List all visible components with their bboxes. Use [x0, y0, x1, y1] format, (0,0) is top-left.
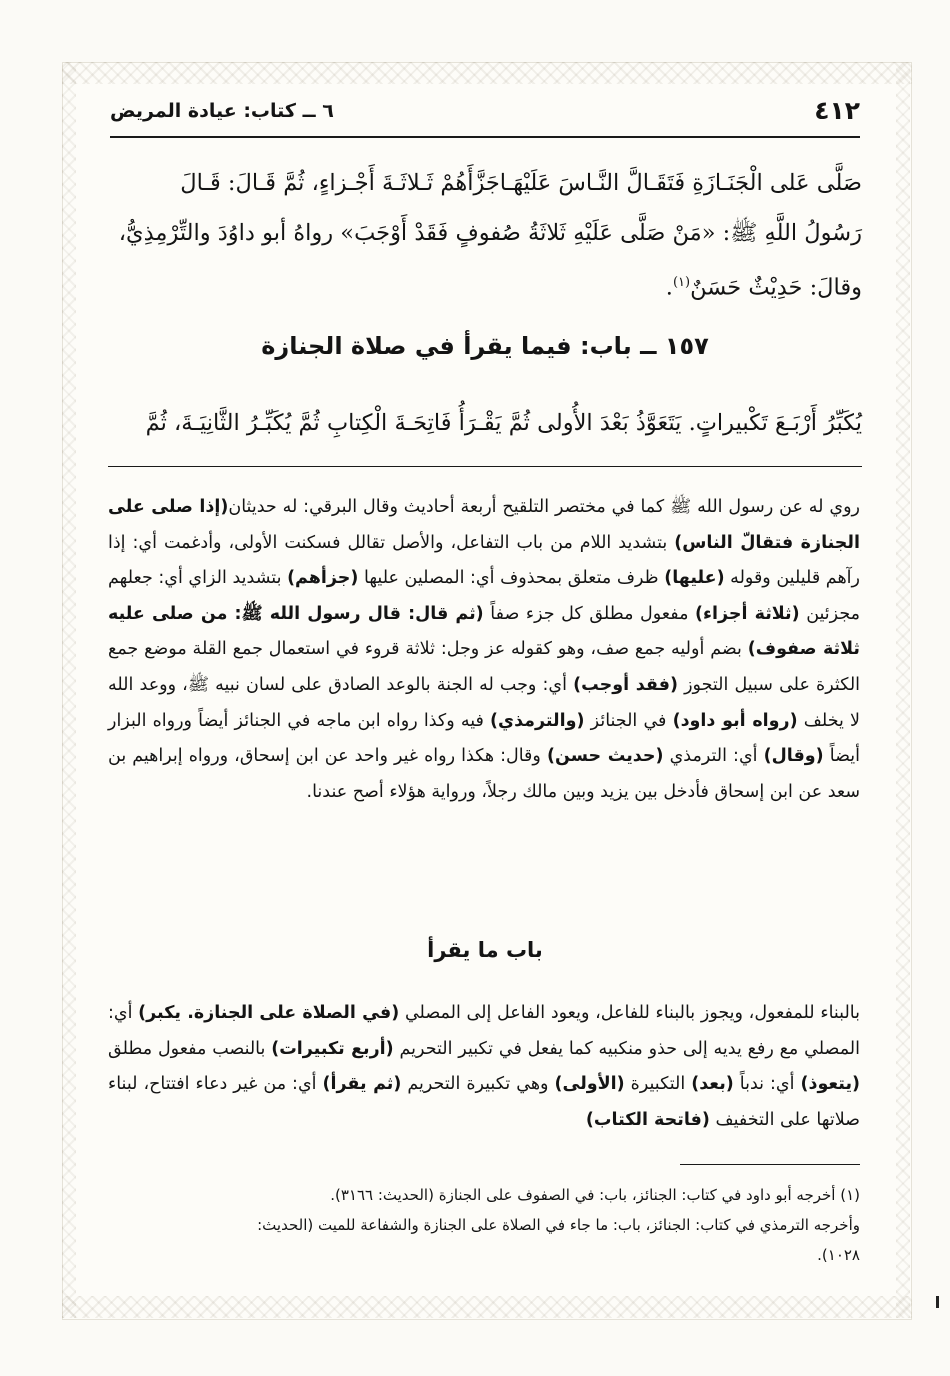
- commentary-separator: [108, 466, 862, 467]
- commentary-text: وهي تكبيرة التحريم: [401, 1074, 555, 1095]
- commentary-text: التكبيرة: [624, 1074, 692, 1095]
- left-ornament-border: [62, 62, 76, 1318]
- footnote-line: (١) أخرجه أبو داود في كتاب: الجنائز، باب: في الصفوف على الجنازة (الحديث: ٣١٦٦).: [330, 1186, 860, 1204]
- right-ornament-border: [896, 62, 910, 1318]
- quoted-matn: (يتعوذ): [800, 1074, 861, 1095]
- quoted-matn: (إذا صلى على الجنازة فتقالّ الناس): [108, 497, 860, 553]
- chapter-label: ــ باب:: [579, 332, 657, 360]
- commentary-block-1: [108, 490, 860, 810]
- commentary-text: بتشديد اللام من باب التفاعل، والأصل تقالل فسكنت الأولى، وأدغمت أي: إذا رآهم قليلين وقوله: [108, 532, 860, 589]
- matn-line-end: .: [665, 274, 673, 301]
- matn-line: صَلَّى عَلى الْجَنَـازَةِ فَتَقَـالَّ النَّـاسَ عَلَيْهَـاجَزَّأَهُمْ ثَـلاثَـةَ أَجْـزاءٍ، ثُمَّ قَـالَ: قَـالَ: [180, 170, 862, 196]
- quoted-matn: (عليها): [664, 568, 725, 589]
- matn-line-text: وقالَ: حَدِيْثٌ حَسَنٌ: [690, 274, 862, 301]
- top-ornament-border: [62, 62, 912, 84]
- scan-mark: [936, 1296, 939, 1308]
- commentary-text: روي له عن رسول الله ﷺ كما في مختصر التلقيح أربعة أحاديث وقال البرقي: له حديثان: [228, 497, 860, 517]
- quoted-matn: (حديث حسن): [546, 746, 664, 767]
- quoted-matn: (فاتحة الكتاب): [585, 1109, 710, 1130]
- page-number: ٤١٢: [814, 96, 860, 125]
- matn-line: يُكَبِّرُ أَرْبَـعَ تَكْبيراتٍ. يَتَعَوَّذُ بَعْدَ الأُولى ثُمَّ يَقْـرَأُ فَاتِحَـةَ الْكِتابِ ثُمَّ يُكَبِّـرُ الثَّانِيَـةَ، ثُمَّ: [145, 410, 862, 436]
- commentary-block-2: [108, 996, 860, 1138]
- commentary-text: مفعول مطلق كل جزء صفاً: [483, 603, 696, 624]
- commentary-text: أي: من غير دعاء افتتاح، لبناء صلاتها على التخفيف: [108, 1074, 860, 1130]
- commentary-text: بتشديد الزاي أي: جعلهم مجزئين: [108, 568, 861, 624]
- commentary-text: أي: وجب له الجنة بالوعد الصادق على لسان نبيه ﷺ، ووعد الله لا يخلف: [108, 674, 861, 731]
- bottom-ornament-border: [62, 1296, 912, 1318]
- quoted-matn: (رواه أبو داود): [672, 710, 798, 731]
- commentary-text: بضم أوليه جمع صف، وهو كقوله عز وجل: ثلاثة قروء في استعمال جمع القلة موضع جمع الكثرة على سبيل التجوز: [108, 639, 861, 695]
- matn-chapter-text: [108, 398, 862, 448]
- footnotes: [108, 1180, 860, 1270]
- commentary-text: بالنصب مفعول مطلق: [108, 1038, 272, 1059]
- quoted-matn: (ثم يقرأ): [322, 1074, 402, 1095]
- quoted-matn: (فقد أوجب): [573, 674, 678, 695]
- chapter-number: ١٥٧: [664, 332, 709, 360]
- section-title: باب ما يقرأ: [427, 938, 543, 962]
- footnote-line: ١٠٢٨).: [817, 1246, 860, 1264]
- page-header: [110, 96, 860, 132]
- commentary-text: بالبناء للمفعول، ويجوز بالبناء للفاعل، ويعود الفاعل إلى المصلي: [399, 1003, 860, 1023]
- footnote-separator: [680, 1164, 860, 1165]
- quoted-matn: (في الصلاة على الجنازة. يكبر): [138, 1003, 400, 1023]
- footnote-line: وأخرجه الترمذي في كتاب: الجنائز، باب: ما جاء في الصلاة على الجنازة والشفاعة للميت (الحديث:: [257, 1216, 860, 1234]
- quoted-matn: (ثلاثة أجزاء): [695, 603, 800, 624]
- commentary-text: أي: ندباً: [733, 1074, 801, 1095]
- quoted-matn: (جزأهم): [287, 568, 359, 589]
- chapter-heading: [108, 332, 862, 360]
- quoted-matn: (والترمذي): [490, 710, 585, 731]
- quoted-matn: (بعد): [691, 1074, 734, 1095]
- commentary-paragraph: [108, 490, 860, 810]
- commentary-text: وقال: هكذا رواه غير واحد عن ابن إسحاق، ورواه إبراهيم بن سعد عن ابن إسحاق فأدخل بين يزيد وبين مالك رجلاً، ورواية هؤلاء أصح عندنا.: [108, 746, 860, 802]
- commentary-text: أي: الترمذي: [663, 746, 764, 767]
- commentary-text: ظرف متعلق بمحذوف أي: المصلين عليها: [358, 568, 665, 589]
- running-title: ٦ ــ كتاب: عيادة المريض: [110, 100, 334, 122]
- commentary-paragraph: [108, 996, 860, 1138]
- footnote-marker: (١): [672, 275, 691, 290]
- quoted-matn: (ثم قال: قال رسول الله ﷺ: من صلى عليه ثلاثة صفوف): [108, 603, 860, 660]
- matn-line: [108, 258, 862, 313]
- matn-line: رَسُولُ اللَّهِ ﷺ: «مَنْ صَلَّى عَلَيْهِ ثَلاثَةُ صُفوفٍ فَقَدْ أَوْجَبَ» رواهُ أبو داوُدَ والتِّرْمِذِيُّ،: [118, 220, 862, 246]
- matn-top-text: [108, 158, 862, 313]
- header-rule: [110, 136, 860, 138]
- commentary-text: في الجنائز: [584, 710, 673, 731]
- commentary-text: أي: المصلي مع رفع يديه إلى حذو منكبيه كما يفعل في تكبير التحريم: [108, 1003, 861, 1059]
- commentary-text: فيه وكذا رواه ابن ماجه في الجنائز أيضاً ورواه البزار أيضاً: [108, 710, 860, 767]
- quoted-matn: (الأولى): [554, 1074, 625, 1095]
- quoted-matn: (وقال): [763, 746, 824, 767]
- quoted-matn: (أربع تكبيرات): [271, 1038, 394, 1059]
- chapter-title: فيما يقرأ في صلاة الجنازة: [261, 332, 572, 360]
